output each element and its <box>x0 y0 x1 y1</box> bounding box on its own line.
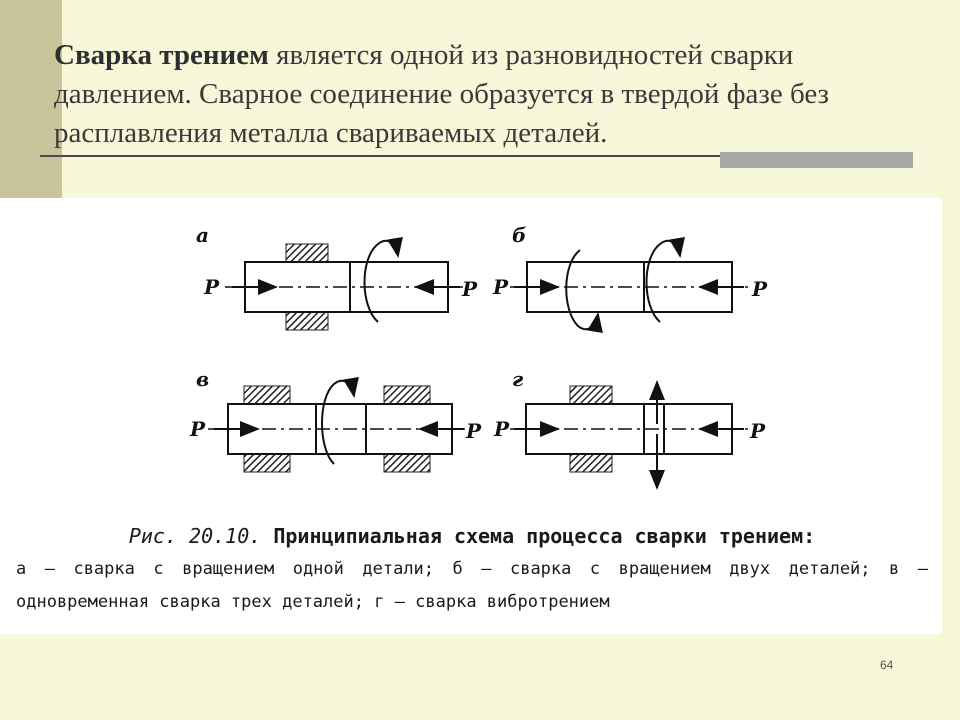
title-underline-accent <box>720 152 913 168</box>
clamp-bottom-right <box>384 454 430 472</box>
force-label: P <box>493 275 509 299</box>
clamp-bottom <box>286 312 328 330</box>
clamp-top <box>570 386 612 404</box>
force-label: P <box>494 417 510 441</box>
caption-heading <box>16 520 928 553</box>
force-label: P <box>750 419 766 443</box>
force-label: P <box>204 275 220 299</box>
decorative-side-bar <box>0 0 62 198</box>
diagram-g <box>493 367 766 488</box>
clamp-top-right <box>384 386 430 404</box>
caption-title: Принципиальная схема процесса сварки трением: <box>261 524 816 548</box>
diagram-a <box>196 223 478 330</box>
label-g: г <box>512 367 524 391</box>
force-label: P <box>752 277 768 301</box>
figure-panel <box>0 198 942 634</box>
clamp-bottom-left <box>244 454 290 472</box>
caption-body: а — сварка с вращением одной детали; б — сварка с вращением двух деталей; в — одновременная сварка трех деталей; г — сварка вибротрением <box>16 559 928 612</box>
clamp-bottom <box>570 454 612 472</box>
figure-caption <box>16 520 928 619</box>
title-description: является одной из разновидностей сварки давлением. Сварное соединение образуется в твердой фазе без расплавления металла свариваемых деталей. <box>54 39 829 149</box>
clamp-top <box>286 244 328 262</box>
caption-number: Рис. 20.10. <box>128 524 262 548</box>
label-b: б <box>512 223 527 247</box>
label-v: в <box>196 367 210 391</box>
diagram-b <box>492 223 768 329</box>
label-a: а <box>196 223 209 247</box>
clamp-top-left <box>244 386 290 404</box>
force-label: P <box>190 417 206 441</box>
force-label: P <box>466 419 482 443</box>
page-number: 64 <box>880 658 894 672</box>
friction-welding-diagram <box>0 198 942 518</box>
force-label: P <box>462 277 478 301</box>
slide-title-text <box>54 36 934 153</box>
title-bold-term: Сварка трением <box>54 39 269 71</box>
diagram-v <box>189 367 482 472</box>
